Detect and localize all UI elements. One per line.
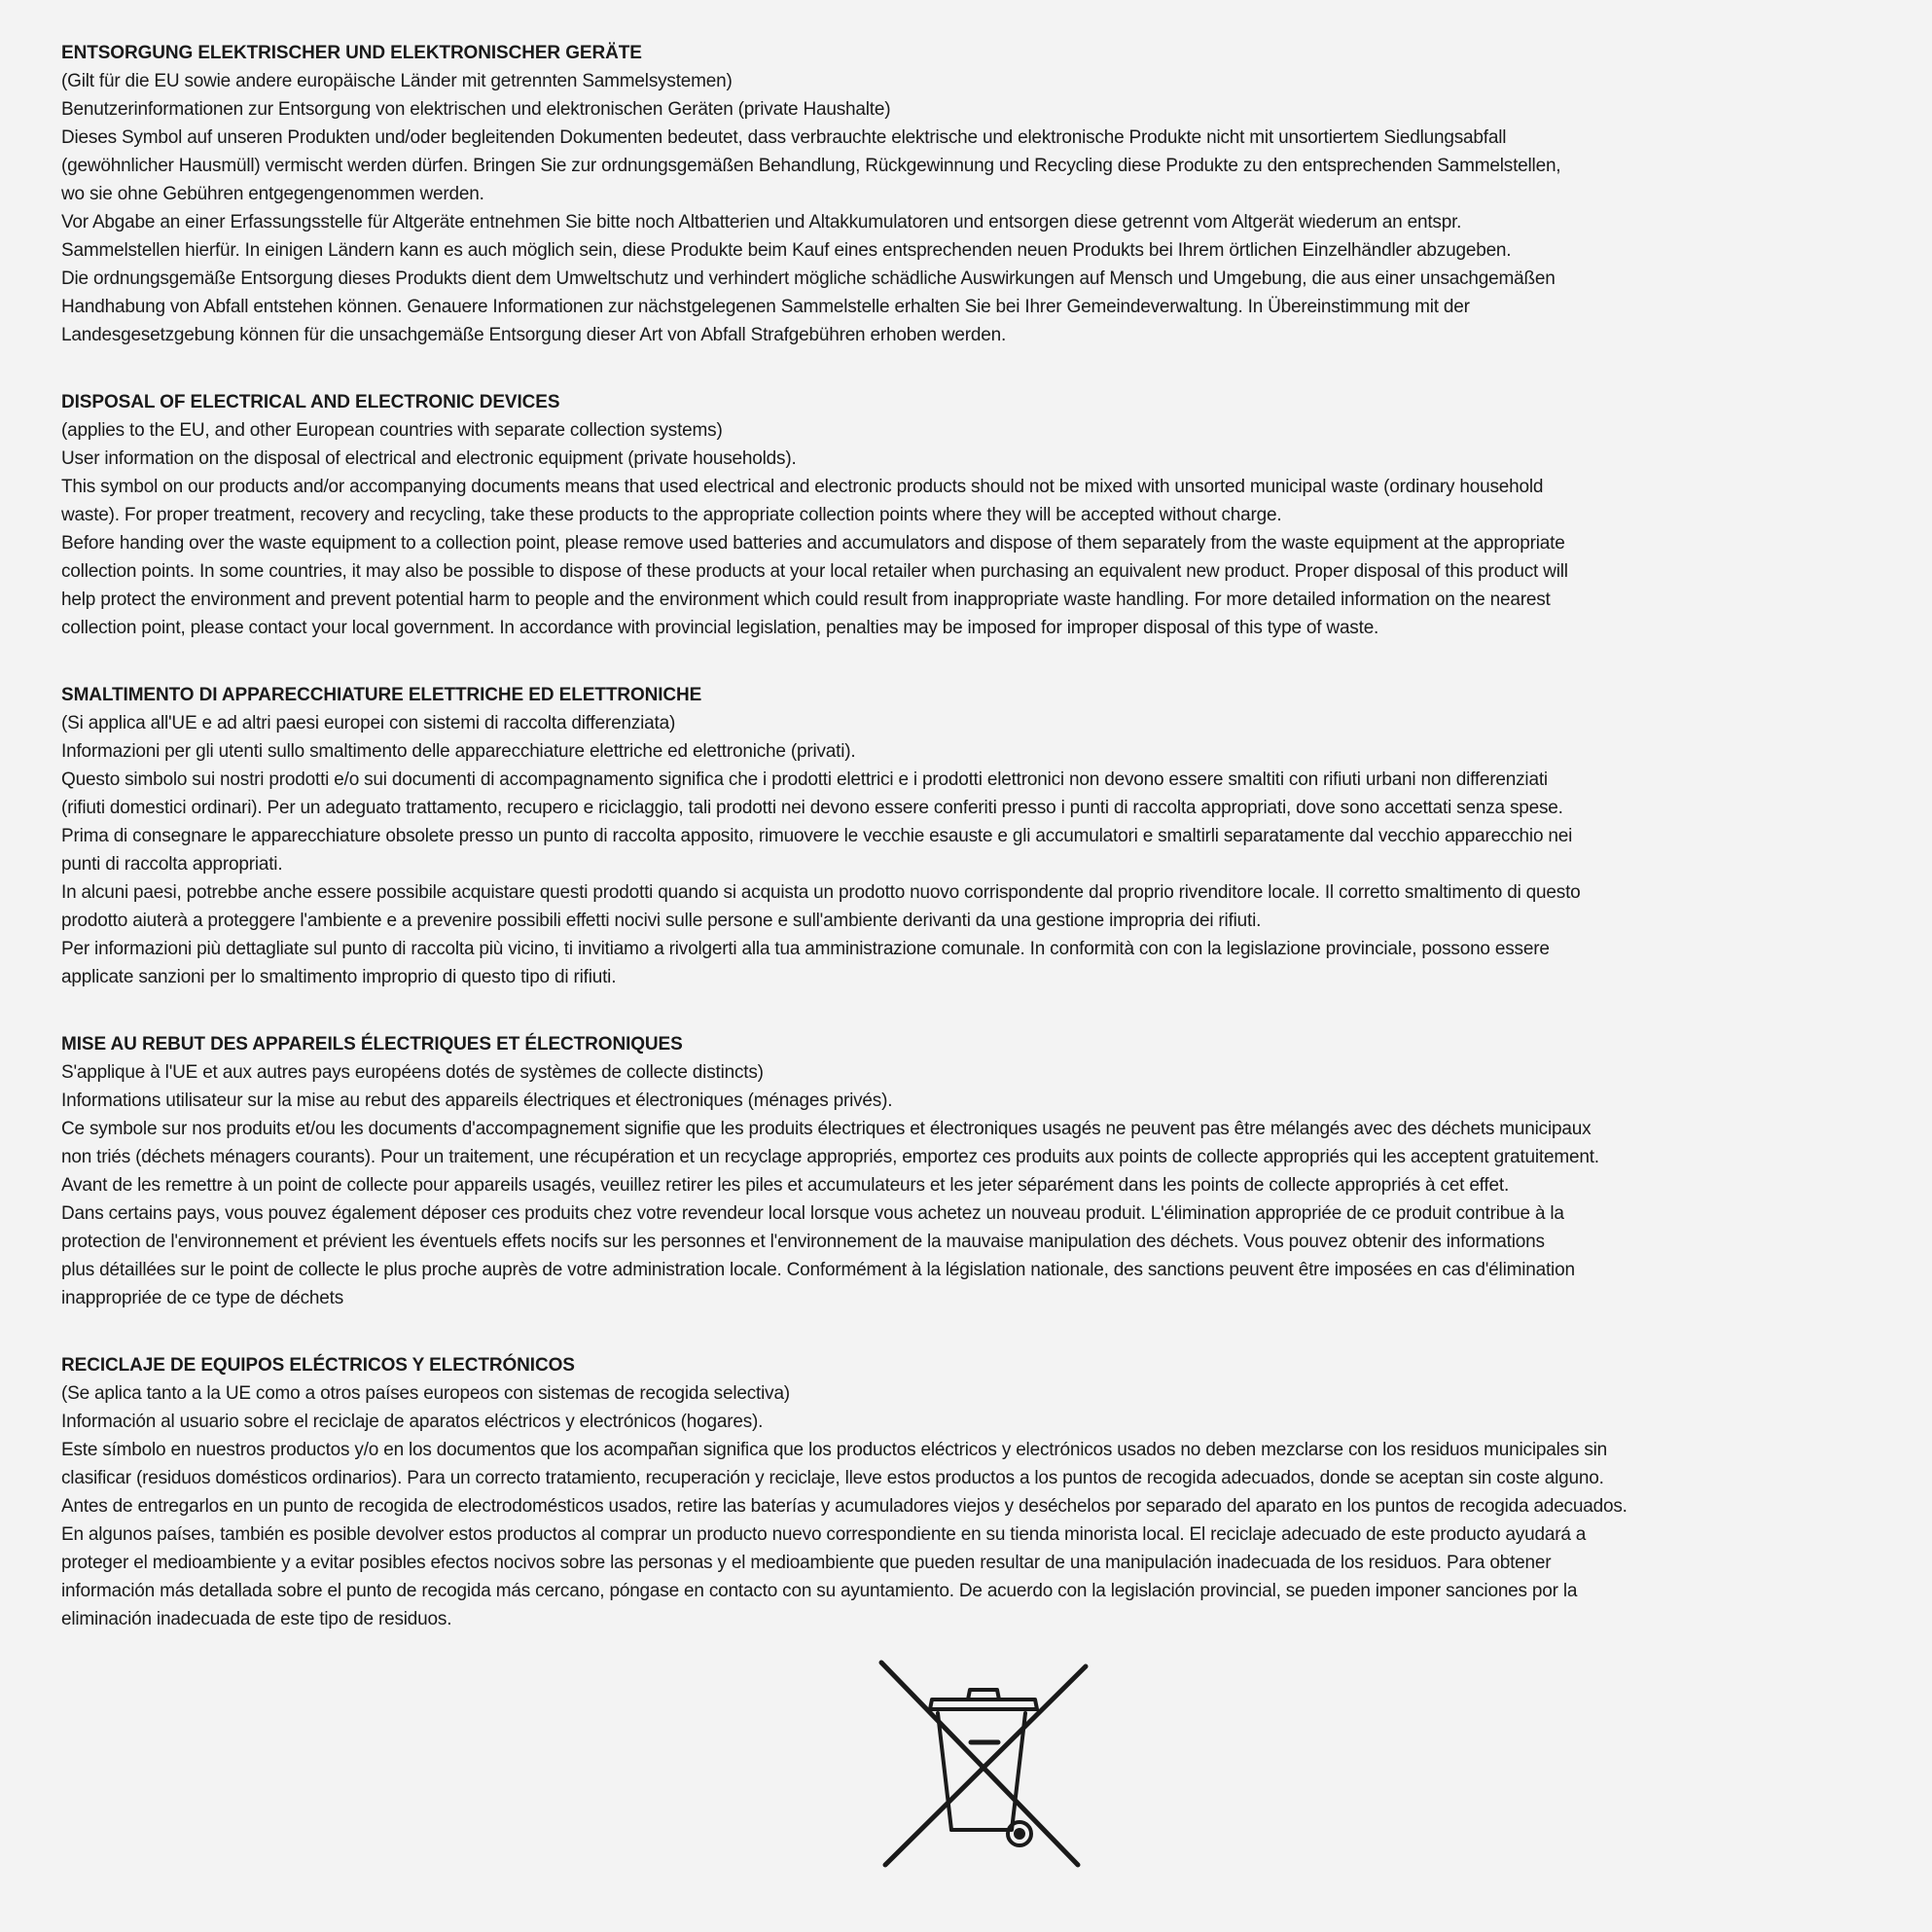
section-line: plus détaillées sur le point de collecte le plus proche auprès de votre administration locale. Conformément à la législation nationale, des sanctions peuvent être imposées en cas d'élimination <box>61 1260 1575 1280</box>
section-line: collection points. In some countries, it may also be possible to dispose of these products at your local retailer when purchasing an equivalent new product. Proper disposal of this product will <box>61 561 1568 582</box>
section-line: Sammelstellen hierfür. In einigen Ländern kann es auch möglich sein, diese Produkte beim Kauf eines entsprechenden neuen Produkts bei Ihrem örtlichen Einzelhändler abzugeben. <box>61 240 1512 261</box>
section-line: (rifiuti domestici ordinari). Per un adeguato trattamento, recupero e riciclaggio, tali prodotti nei devono essere conferiti presso i punti di raccolta appropriati, dove sono accettati senza spese. <box>61 798 1563 818</box>
section-line: (Si applica all'UE e ad altri paesi europei con sistemi di raccolta differenziata) <box>61 713 676 733</box>
section-line: S'applique à l'UE et aux autres pays européens dotés de systèmes de collecte distincts) <box>61 1062 764 1083</box>
section-line: Vor Abgabe an einer Erfassungsstelle für Altgeräte entnehmen Sie bitte noch Altbatterien und Altakkumulatoren und entsorgen diese getrennt vom Altgerät wiederum an entspr. <box>61 212 1462 233</box>
section-line: protection de l'environnement et prévient les éventuels effets nocifs sur les personnes et l'environnement de la mauvaise manipulation des déchets. Vous pouvez obtenir des informations <box>61 1232 1545 1252</box>
section-line: non triés (déchets ménagers courants). Pour un traitement, une récupération et un recyclage appropriés, emportez ces produits aux points de collecte appropriés qui les acceptent gratuitement. <box>61 1147 1599 1167</box>
disposal-notice <box>61 39 1910 1672</box>
section-line: waste). For proper treatment, recovery and recycling, take these products to the appropriate collection points where they will be accepted without charge. <box>61 505 1282 525</box>
section-title: MISE AU REBUT DES APPAREILS ÉLECTRIQUES ET ÉLECTRONIQUES <box>61 1034 683 1055</box>
section-line: Informations utilisateur sur la mise au rebut des appareils électriques et électroniques (ménages privés). <box>61 1091 893 1111</box>
section-line: clasificar (residuos domésticos ordinarios). Para un correcto tratamiento, recuperación y reciclaje, lleve estos productos a los puntos de recogida adecuados, donde se aceptan sin coste alguno. <box>61 1468 1604 1488</box>
section-line: (Se aplica tanto a la UE como a otros países europeos con sistemas de recogida selectiva) <box>61 1383 790 1404</box>
section-line: help protect the environment and prevent potential harm to people and the environment which could result from inappropriate waste handling. For more detailed information on the nearest <box>61 590 1551 610</box>
section-line: applicate sanzioni per lo smaltimento improprio di questo tipo di rifiuti. <box>61 967 617 987</box>
section-spanish <box>61 1351 1910 1633</box>
section-line: Antes de entregarlos en un punto de recogida de electrodomésticos usados, retire las baterías y acumuladores viejos y deséchelos por separado del aparato en los puntos de recogida adecuados. <box>61 1496 1628 1517</box>
section-line: Información al usuario sobre el reciclaje de aparatos eléctricos y electrónicos (hogares). <box>61 1412 764 1432</box>
section-english <box>61 388 1910 642</box>
section-line: Landesgesetzgebung können für die unsachgemäße Entsorgung dieser Art von Abfall Strafgebühren erhoben werden. <box>61 325 1007 345</box>
section-line: (gewöhnlicher Hausmüll) vermischt werden dürfen. Bringen Sie zur ordnungsgemäßen Behandlung, Rückgewinnung und Recycling diese Produkte zu den entsprechenden Sammelstellen, <box>61 156 1561 176</box>
section-line: información más detallada sobre el punto de recogida más cercano, póngase en contacto con su ayuntamiento. De acuerdo con la legislación provincial, se pueden imponer sanciones por la <box>61 1581 1578 1601</box>
section-line: Ce symbole sur nos produits et/ou les documents d'accompagnement signifie que les produits électriques et électroniques usagés ne peuvent pas être mélangés avec des déchets municipaux <box>61 1119 1592 1139</box>
section-line: User information on the disposal of electrical and electronic equipment (private households). <box>61 448 797 469</box>
section-line: Handhabung von Abfall entstehen können. Genauere Informationen zur nächstgelegenen Sammelstelle erhalten Sie bei Ihrer Gemeindeverwaltung. In Übereinstimmung mit der <box>61 297 1470 317</box>
section-line: Before handing over the waste equipment to a collection point, please remove used batteries and accumulators and dispose of them separately from the waste equipment at the appropriate <box>61 533 1565 554</box>
section-line: Die ordnungsgemäße Entsorgung dieses Produkts dient dem Umweltschutz und verhindert mögliche schädliche Auswirkungen auf Mensch und Umgebung, die aus einer unsachgemäßen <box>61 268 1556 289</box>
section-line: Prima di consegnare le apparecchiature obsolete presso un punto di raccolta apposito, rimuovere le vecchie esauste e gli accumulatori e smaltirli separatamente dal vecchio apparecchio nei <box>61 826 1573 846</box>
section-line: prodotto aiuterà a proteggere l'ambiente e a prevenire possibili effetti nocivi sulle persone e sull'ambiente derivanti da una gestione impropria dei rifiuti. <box>61 911 1262 931</box>
section-line: In alcuni paesi, potrebbe anche essere possibile acquistare questi prodotti quando si acquista un prodotto nuovo corrispondente dal proprio rivenditore locale. Il corretto smaltimento di questo <box>61 882 1581 903</box>
section-line: (applies to the EU, and other European countries with separate collection systems) <box>61 420 723 441</box>
section-line: Questo simbolo sui nostri prodotti e/o sui documenti di accompagnamento significa che i prodotti elettrici e i prodotti elettronici non devono essere smaltiti con rifiuti urbani non differenziati <box>61 769 1548 790</box>
section-italian <box>61 681 1910 991</box>
crossed-out-wheelie-bin-icon <box>876 1659 1091 1875</box>
section-line: Benutzerinformationen zur Entsorgung von elektrischen und elektronischen Geräten (private Haushalte) <box>61 99 891 120</box>
section-line: punti di raccolta appropriati. <box>61 854 283 875</box>
section-line: This symbol on our products and/or accompanying documents means that used electrical and electronic products should not be mixed with unsorted municipal waste (ordinary household <box>61 477 1544 497</box>
section-line: collection point, please contact your local government. In accordance with provincial legislation, penalties may be imposed for improper disposal of this type of waste. <box>61 618 1379 638</box>
section-line: Informazioni per gli utenti sullo smaltimento delle apparecchiature elettriche ed elettroniche (privati). <box>61 741 856 762</box>
section-line: (Gilt für die EU sowie andere europäische Länder mit getrennten Sammelsystemen) <box>61 71 733 91</box>
section-line: proteger el medioambiente y a evitar posibles efectos nocivos sobre las personas y el medioambiente que pueden resultar de una manipulación inadecuada de los residuos. Para obtener <box>61 1553 1552 1573</box>
section-line: Dieses Symbol auf unseren Produkten und/oder begleitenden Dokumenten bedeutet, dass verbrauchte elektrische und elektronische Produkte nicht mit unsortiertem Siedlungsabfall <box>61 127 1507 148</box>
section-line: inappropriée de ce type de déchets <box>61 1288 344 1308</box>
section-german <box>61 39 1910 349</box>
section-french <box>61 1030 1910 1312</box>
section-line: Dans certains pays, vous pouvez également déposer ces produits chez votre revendeur local lorsque vous achetez un nouveau produit. L'élimination appropriée de ce produit contribue à la <box>61 1203 1564 1224</box>
section-line: eliminación inadecuada de este tipo de residuos. <box>61 1609 452 1629</box>
section-line: En algunos países, también es posible devolver estos productos al comprar un producto nuevo correspondiente en su tienda minorista local. El reciclaje adecuado de este producto ayudará a <box>61 1524 1587 1545</box>
section-title: RECICLAJE DE EQUIPOS ELÉCTRICOS Y ELECTRÓNICOS <box>61 1355 575 1376</box>
section-line: Este símbolo en nuestros productos y/o en los documentos que los acompañan significa que los productos eléctricos y electrónicos usados no deben mezclarse con los residuos municipales sin <box>61 1440 1608 1460</box>
section-title: DISPOSAL OF ELECTRICAL AND ELECTRONIC DEVICES <box>61 392 560 412</box>
section-title: ENTSORGUNG ELEKTRISCHER UND ELEKTRONISCHER GERÄTE <box>61 43 642 63</box>
section-line: Per informazioni più dettagliate sul punto di raccolta più vicino, ti invitiamo a rivolgerti alla tua amministrazione comunale. In conformità con con la legislazione provinciale, possono essere <box>61 939 1550 959</box>
section-line: Avant de les remettre à un point de collecte pour appareils usagés, veuillez retirer les piles et accumulateurs et les jeter séparément dans les points de collecte appropriés à cet effet. <box>61 1175 1510 1196</box>
section-line: wo sie ohne Gebühren entgegengenommen werden. <box>61 184 484 204</box>
section-title: SMALTIMENTO DI APPARECCHIATURE ELETTRICHE ED ELETTRONICHE <box>61 685 702 705</box>
